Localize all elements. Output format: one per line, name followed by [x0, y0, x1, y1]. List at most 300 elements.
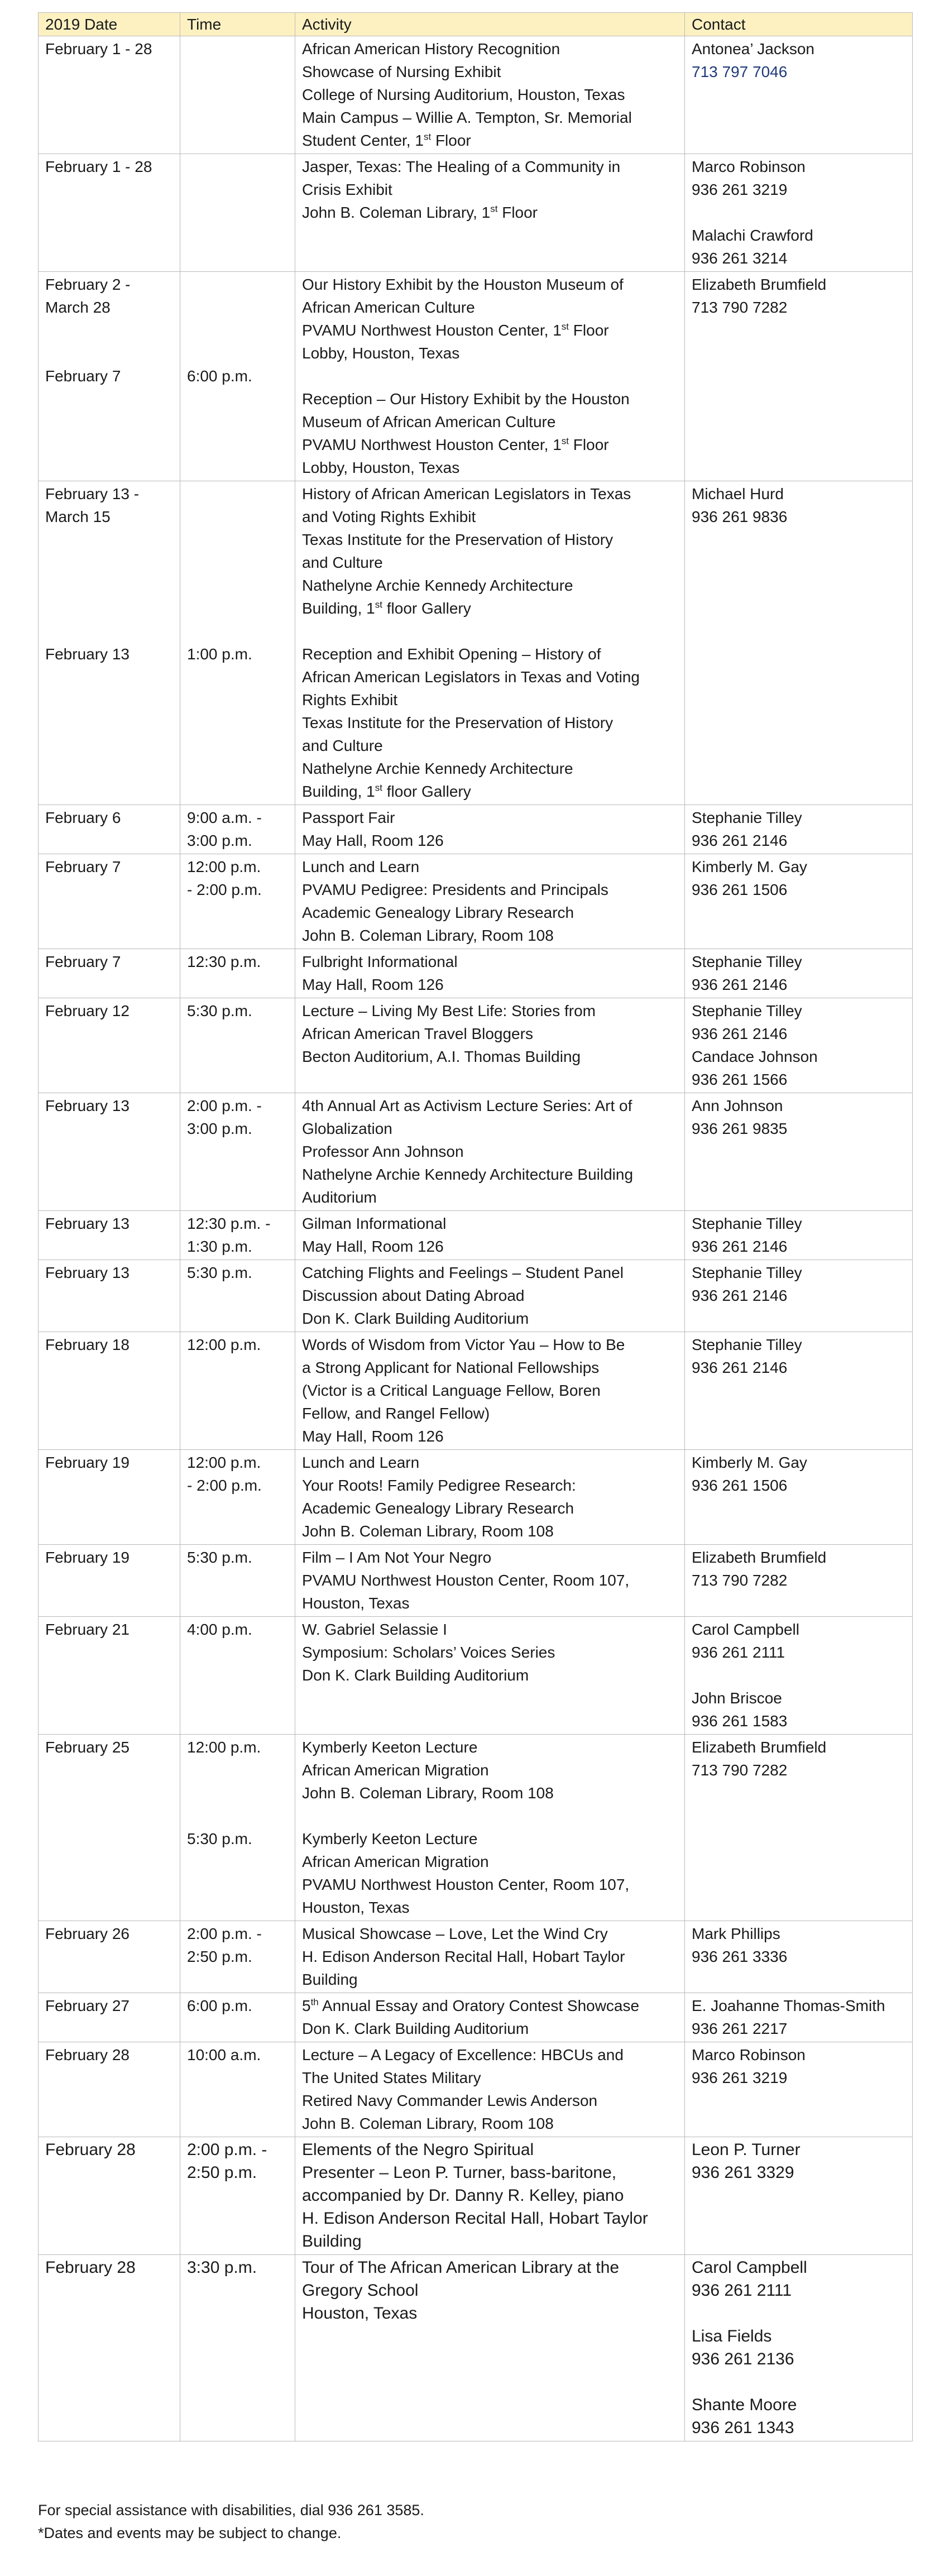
event-contact-line: Stephanie Tilley	[692, 1264, 802, 1281]
event-date-line: February 28	[45, 2258, 136, 2277]
event-activity-line: Symposium: Scholars’ Voices Series	[302, 1644, 555, 1661]
event-activity-line: and Voting Rights Exhibit	[302, 508, 476, 525]
event-activity-line: Kymberly Keeton Lecture	[302, 1830, 478, 1847]
event-activity-line: Gregory School	[302, 2281, 419, 2300]
event-activity-line: 4th Annual Art as Activism Lecture Series: Art of	[302, 1097, 632, 1114]
header-contact: Contact	[685, 13, 913, 36]
blank-line	[187, 1759, 289, 1782]
event-contact-cell	[685, 1260, 913, 1332]
event-activity-line: Don K. Clark Building Auditorium	[302, 1667, 529, 1684]
event-activity-line: Academic Genealogy Library Research	[302, 1500, 574, 1517]
event-date-cell	[39, 1993, 180, 2042]
event-activity-line: History of African American Legislators in Texas	[302, 485, 631, 502]
event-time-cell	[180, 2137, 295, 2255]
event-activity-line	[302, 597, 679, 620]
event-time-cell	[180, 949, 295, 998]
superscript: st	[561, 435, 569, 447]
event-activity-line: Kymberly Keeton Lecture	[302, 1739, 478, 1756]
event-date-line: February 1 - 28	[45, 40, 152, 58]
event-activity-line: Becton Auditorium, A.I. Thomas Building	[302, 1048, 581, 1065]
event-contact-cell	[685, 1617, 913, 1735]
event-contact-line: Kimberly M. Gay	[692, 858, 807, 875]
table-row	[39, 1735, 913, 1921]
table-row	[39, 1211, 913, 1260]
event-date-line: February 26	[45, 1925, 130, 1942]
table-row	[39, 1545, 913, 1617]
event-activity-line: accompanied by Dr. Danny R. Kelley, piano	[302, 2186, 624, 2205]
event-date-line: February 7	[45, 367, 121, 385]
event-activity-line: May Hall, Room 126	[302, 832, 444, 849]
event-activity-line: Lunch and Learn	[302, 1454, 420, 1471]
blank-line	[45, 342, 174, 365]
text-part: John B. Coleman Library, 1	[302, 204, 491, 221]
event-activity-line	[302, 129, 679, 152]
event-activity-line: Elements of the Negro Spiritual	[302, 2141, 534, 2159]
event-time-line: 9:00 a.m. -	[187, 809, 262, 826]
event-activity-line: PVAMU Northwest Houston Center, Room 107,	[302, 1572, 630, 1589]
text-part: Building, 1	[302, 600, 375, 617]
event-activity-line: Don K. Clark Building Auditorium	[302, 1310, 529, 1327]
event-activity-line: Lobby, Houston, Texas	[302, 344, 460, 362]
event-time-cell	[180, 805, 295, 854]
superscript: st	[561, 321, 569, 332]
text-part: Annual Essay and Oratory Contest Showcase	[318, 1997, 640, 2014]
event-contact-cell	[685, 854, 913, 949]
event-contact-line: 936 261 2146	[692, 1287, 788, 1304]
event-time-cell	[180, 1450, 295, 1545]
event-activity-line: Don K. Clark Building Auditorium	[302, 2020, 529, 2037]
event-contact-line: Candace Johnson	[692, 1048, 818, 1065]
header-time: Time	[180, 13, 295, 36]
event-date-line: February 1 - 28	[45, 158, 152, 175]
event-contact-cell	[685, 481, 913, 805]
event-activity-cell	[295, 481, 685, 805]
event-time-line: 3:00 p.m.	[187, 832, 252, 849]
event-date-cell	[39, 1211, 180, 1260]
event-activity-line: Nathelyne Archie Kennedy Architecture	[302, 760, 573, 777]
table-row	[39, 854, 913, 949]
blank-line	[45, 574, 174, 597]
table-header-row	[39, 13, 913, 36]
blank-line	[45, 620, 174, 643]
blank-line	[187, 296, 289, 319]
table-body	[39, 36, 913, 2441]
table-row	[39, 949, 913, 998]
event-date-cell	[39, 1332, 180, 1450]
header-activity: Activity	[295, 13, 685, 36]
blank-line	[187, 551, 289, 574]
event-activity-line: Globalization	[302, 1120, 392, 1137]
event-time-line: 5:30 p.m.	[187, 1549, 252, 1566]
event-contact-line: 936 261 1506	[692, 1477, 788, 1494]
event-contact-cell	[685, 1211, 913, 1260]
disclaimer-note: *Dates and events may be subject to change.	[38, 2525, 342, 2541]
event-activity-line: Professor Ann Johnson	[302, 1143, 464, 1160]
text-part: floor Gallery	[382, 600, 471, 617]
event-activity-cell	[295, 998, 685, 1093]
event-date-cell	[39, 805, 180, 854]
table-row	[39, 1617, 913, 1735]
event-date-line: February 13	[45, 645, 130, 663]
text-part: PVAMU Northwest Houston Center, 1	[302, 436, 562, 453]
event-date-line: February 13 -	[45, 485, 140, 502]
event-date-cell	[39, 2137, 180, 2255]
blank-line	[187, 319, 289, 342]
event-time-line: 6:00 p.m.	[187, 1997, 252, 2014]
event-time-cell	[180, 2255, 295, 2441]
text-part: Floor	[431, 132, 471, 149]
event-activity-line: Houston, Texas	[302, 1899, 410, 1916]
event-activity-line: May Hall, Room 126	[302, 1238, 444, 1255]
event-contact-line: Lisa Fields	[692, 2327, 772, 2345]
blank-line	[187, 1804, 289, 1827]
event-date-line: February 21	[45, 1621, 130, 1638]
event-contact-line: 713 797 7046	[692, 63, 788, 80]
blank-line	[187, 505, 289, 528]
event-activity-line: Rights Exhibit	[302, 691, 398, 708]
event-time-line: 3:30 p.m.	[187, 2258, 257, 2277]
text-part: Building, 1	[302, 783, 375, 800]
table-row	[39, 1332, 913, 1450]
event-date-line: February 13	[45, 1097, 130, 1114]
event-date-cell	[39, 2042, 180, 2137]
table-row	[39, 1921, 913, 1993]
event-contact-line: 936 261 1566	[692, 1071, 788, 1088]
event-contact-line: 936 261 2146	[692, 976, 788, 993]
event-activity-line: Lunch and Learn	[302, 858, 420, 875]
event-contact-line: E. Joahanne Thomas-Smith	[692, 1997, 885, 2014]
event-time-cell	[180, 1617, 295, 1735]
event-activity-line: Houston, Texas	[302, 2304, 418, 2323]
event-activity-cell	[295, 36, 685, 154]
event-activity-cell	[295, 1735, 685, 1921]
accessibility-note: For special assistance with disabilities, dial 936 261 3585.	[38, 2502, 424, 2518]
event-activity-cell	[295, 2042, 685, 2137]
table-row	[39, 154, 913, 272]
event-date-cell	[39, 949, 180, 998]
event-contact-cell	[685, 2255, 913, 2441]
event-activity-line: Film – I Am Not Your Negro	[302, 1549, 492, 1566]
event-activity-line: Building	[302, 2232, 362, 2251]
event-time-line: 2:50 p.m.	[187, 1948, 252, 1965]
event-contact-line: Kimberly M. Gay	[692, 1454, 807, 1471]
event-activity-line: Nathelyne Archie Kennedy Architecture Building	[302, 1166, 634, 1183]
event-activity-line	[302, 780, 679, 803]
event-time-cell	[180, 1260, 295, 1332]
event-activity-line: May Hall, Room 126	[302, 976, 444, 993]
event-activity-line: Gilman Informational	[302, 1215, 447, 1232]
table-row	[39, 2255, 913, 2441]
event-activity-line: Crisis Exhibit	[302, 181, 392, 198]
event-activity-line: Our History Exhibit by the Houston Museum of	[302, 276, 624, 293]
event-time-cell	[180, 154, 295, 272]
superscript: st	[423, 131, 432, 142]
event-activity-line: H. Edison Anderson Recital Hall, Hobart Taylor	[302, 1948, 625, 1965]
event-activity-line: May Hall, Room 126	[302, 1428, 444, 1445]
event-time-line: 12:30 p.m.	[187, 953, 261, 970]
event-contact-line: 936 261 2146	[692, 1359, 788, 1376]
event-time-line: 1:30 p.m.	[187, 1238, 252, 1255]
event-activity-line: Catching Flights and Feelings – Student Panel	[302, 1264, 624, 1281]
event-date-line: February 2 -	[45, 276, 131, 293]
blank-line	[187, 528, 289, 551]
event-time-line: 10:00 a.m.	[187, 2046, 261, 2063]
event-contact-cell	[685, 2137, 913, 2255]
event-contact-line: Stephanie Tilley	[692, 1215, 802, 1232]
event-activity-line	[302, 1994, 679, 2017]
event-activity-line: Texas Institute for the Preservation of History	[302, 531, 614, 548]
event-activity-line: John B. Coleman Library, Room 108	[302, 1784, 554, 1802]
table-row	[39, 1450, 913, 1545]
blank-line	[45, 319, 174, 342]
event-date-line: March 28	[45, 299, 111, 316]
event-contact-line: 936 261 3336	[692, 1948, 788, 1965]
event-activity-line: College of Nursing Auditorium, Houston, Texas	[302, 86, 625, 103]
event-time-line: 6:00 p.m.	[187, 367, 252, 385]
event-activity-line: Showcase of Nursing Exhibit	[302, 63, 501, 80]
event-contact-line: Ann Johnson	[692, 1097, 783, 1114]
event-activity-line: Lecture – Living My Best Life: Stories from	[302, 1002, 596, 1019]
event-activity-line: W. Gabriel Selassie I	[302, 1621, 447, 1638]
text-part: 5	[302, 1997, 311, 2014]
event-contact-cell	[685, 154, 913, 272]
event-contact-line: Carol Campbell	[692, 1621, 799, 1638]
event-activity-line: John B. Coleman Library, Room 108	[302, 2115, 554, 2132]
event-activity-cell	[295, 854, 685, 949]
event-contact-cell	[685, 949, 913, 998]
event-activity-line: Fulbright Informational	[302, 953, 458, 970]
text-part: PVAMU Northwest Houston Center, 1	[302, 322, 562, 339]
event-date-cell	[39, 272, 180, 481]
event-date-cell	[39, 1921, 180, 1993]
event-time-line: - 2:00 p.m.	[187, 1477, 262, 1494]
event-activity-cell	[295, 1993, 685, 2042]
event-activity-line: H. Edison Anderson Recital Hall, Hobart Taylor	[302, 2209, 648, 2228]
event-activity-line: Words of Wisdom from Victor Yau – How to Be	[302, 1336, 625, 1353]
event-date-line: February 13	[45, 1264, 130, 1281]
event-date-line: February 25	[45, 1739, 130, 1756]
event-time-cell	[180, 1093, 295, 1211]
event-activity-cell	[295, 1332, 685, 1450]
event-time-line: 2:00 p.m. -	[187, 2141, 267, 2159]
event-activity-line	[302, 201, 679, 224]
event-contact-cell	[685, 272, 913, 481]
event-activity-line: Building	[302, 1971, 358, 1988]
event-activity-cell	[295, 1093, 685, 1211]
event-activity-line: African American History Recognition	[302, 40, 560, 58]
event-contact-line: 936 261 1506	[692, 881, 788, 898]
event-contact-line: Mark Phillips	[692, 1925, 780, 1942]
event-activity-cell	[295, 1450, 685, 1545]
event-date-cell	[39, 1450, 180, 1545]
table-row	[39, 1093, 913, 1211]
event-date-line: February 13	[45, 1215, 130, 1232]
blank-line	[302, 365, 679, 387]
event-activity-line: and Culture	[302, 737, 383, 754]
event-time-cell	[180, 272, 295, 481]
table-row	[39, 998, 913, 1093]
superscript: st	[375, 782, 382, 793]
event-activity-line: The United States Military	[302, 2069, 481, 2086]
event-activity-line: African American Migration	[302, 1761, 489, 1779]
event-time-cell	[180, 481, 295, 805]
event-date-cell	[39, 1093, 180, 1211]
event-contact-cell	[685, 805, 913, 854]
event-activity-cell	[295, 1211, 685, 1260]
event-contact-line: 936 261 1343	[692, 2419, 794, 2437]
event-time-cell	[180, 1332, 295, 1450]
event-contact-line: Malachi Crawford	[692, 227, 813, 244]
event-date-line: February 28	[45, 2046, 130, 2063]
event-activity-line: Reception – Our History Exhibit by the Houston	[302, 390, 630, 408]
table-row	[39, 2042, 913, 2137]
event-contact-line: Elizabeth Brumfield	[692, 1739, 827, 1756]
event-time-cell	[180, 854, 295, 949]
event-contact-line: Elizabeth Brumfield	[692, 1549, 827, 1566]
event-activity-line: African American Legislators in Texas and Voting	[302, 668, 640, 686]
event-contact-cell	[685, 1921, 913, 1993]
event-activity-line: Academic Genealogy Library Research	[302, 904, 574, 921]
event-activity-cell	[295, 272, 685, 481]
event-contact-cell	[685, 1093, 913, 1211]
blank-line	[45, 597, 174, 620]
event-activity-line: Houston, Texas	[302, 1595, 410, 1612]
event-activity-line: Retired Navy Commander Lewis Anderson	[302, 2092, 598, 2109]
event-activity-line: African American Culture	[302, 299, 475, 316]
event-activity-line	[302, 319, 679, 342]
event-date-line: February 7	[45, 858, 121, 875]
event-contact-line: 936 261 1583	[692, 1712, 788, 1730]
event-date-cell	[39, 1545, 180, 1617]
event-contact-line: Stephanie Tilley	[692, 1002, 802, 1019]
event-activity-line: John B. Coleman Library, Room 108	[302, 927, 554, 944]
table-row	[39, 272, 913, 481]
event-time-cell	[180, 36, 295, 154]
event-time-cell	[180, 1921, 295, 1993]
event-activity-line: Discussion about Dating Abroad	[302, 1287, 525, 1304]
event-activity-line: Nathelyne Archie Kennedy Architecture	[302, 577, 573, 594]
event-date-line: February 12	[45, 1002, 130, 1019]
event-time-line: 12:00 p.m.	[187, 1454, 261, 1471]
event-activity-line: Texas Institute for the Preservation of History	[302, 714, 614, 731]
event-activity-line: John B. Coleman Library, Room 108	[302, 1522, 554, 1540]
event-activity-line: Tour of The African American Library at the	[302, 2258, 620, 2277]
event-time-line: 4:00 p.m.	[187, 1621, 252, 1638]
event-contact-line: 936 261 2146	[692, 1025, 788, 1042]
event-time-line: 12:30 p.m. -	[187, 1215, 271, 1232]
blank-line	[187, 574, 289, 597]
blank-line	[187, 482, 289, 505]
event-activity-line: PVAMU Pedigree: Presidents and Principals	[302, 881, 608, 898]
event-date-cell	[39, 36, 180, 154]
event-contact-line: 936 261 3329	[692, 2163, 794, 2182]
event-date-cell	[39, 154, 180, 272]
event-date-cell	[39, 481, 180, 805]
event-time-line: 12:00 p.m.	[187, 1739, 261, 1756]
event-activity-line: and Culture	[302, 554, 383, 571]
event-activity-line: African American Migration	[302, 1853, 489, 1870]
event-time-cell	[180, 1735, 295, 1921]
event-time-line: 3:00 p.m.	[187, 1120, 252, 1137]
blank-line	[692, 201, 907, 224]
event-contact-line: 936 261 2136	[692, 2350, 794, 2368]
event-time-line: 2:00 p.m. -	[187, 1097, 262, 1114]
event-activity-line: Musical Showcase – Love, Let the Wind Cry	[302, 1925, 608, 1942]
blank-line	[187, 597, 289, 620]
event-contact-line: Antonea’ Jackson	[692, 40, 814, 58]
event-contact-line: 936 261 2217	[692, 2020, 788, 2037]
table-row	[39, 805, 913, 854]
event-contact-line: Shante Moore	[692, 2396, 797, 2414]
event-contact-line: Leon P. Turner	[692, 2141, 801, 2159]
event-contact-line: 936 261 2111	[692, 2281, 792, 2300]
event-activity-line: Lecture – A Legacy of Excellence: HBCUs and	[302, 2046, 624, 2063]
event-date-cell	[39, 1617, 180, 1735]
blank-line	[187, 1782, 289, 1804]
text-part: Student Center, 1	[302, 132, 424, 149]
event-contact-cell	[685, 1450, 913, 1545]
event-activity-line: Reception and Exhibit Opening – History of	[302, 645, 601, 663]
event-contact-line: Stephanie Tilley	[692, 953, 802, 970]
event-activity-line: African American Travel Bloggers	[302, 1025, 533, 1042]
event-activity-line: Fellow, and Rangel Fellow)	[302, 1405, 490, 1422]
event-time-cell	[180, 1211, 295, 1260]
event-time-line: 12:00 p.m.	[187, 1336, 261, 1353]
text-part: floor Gallery	[382, 783, 471, 800]
event-contact-line: 713 790 7282	[692, 1572, 788, 1589]
event-contact-line: 936 261 3214	[692, 250, 788, 267]
event-date-cell	[39, 1260, 180, 1332]
event-contact-line: Elizabeth Brumfield	[692, 276, 827, 293]
event-time-line: 1:00 p.m.	[187, 645, 252, 663]
table-row	[39, 36, 913, 154]
event-date-line: February 18	[45, 1336, 130, 1353]
blank-line	[692, 1664, 907, 1687]
event-contact-cell	[685, 36, 913, 154]
blank-line	[302, 620, 679, 643]
event-contact-line: 936 261 2111	[692, 1644, 785, 1661]
event-contact-line: Michael Hurd	[692, 485, 784, 502]
event-contact-line: Carol Campbell	[692, 2258, 807, 2277]
event-date-line: February 28	[45, 2141, 136, 2159]
event-activity-line: Auditorium	[302, 1189, 377, 1206]
event-date-line: February 6	[45, 809, 121, 826]
superscript: th	[310, 1996, 319, 2008]
events-schedule-table	[38, 12, 913, 2441]
event-activity-line: Museum of African American Culture	[302, 413, 556, 430]
blank-line	[692, 2371, 907, 2393]
event-date-cell	[39, 2255, 180, 2441]
footer-notes	[38, 2499, 424, 2545]
blank-line	[45, 551, 174, 574]
blank-line	[187, 620, 289, 643]
event-activity-cell	[295, 805, 685, 854]
event-activity-line: a Strong Applicant for National Fellowships	[302, 1359, 600, 1376]
table-row	[39, 2137, 913, 2255]
event-contact-line: Marco Robinson	[692, 2046, 806, 2063]
event-activity-line: Jasper, Texas: The Healing of a Community in	[302, 158, 621, 175]
event-time-line: 5:30 p.m.	[187, 1264, 252, 1281]
event-contact-line: Stephanie Tilley	[692, 809, 802, 826]
event-contact-line: Marco Robinson	[692, 158, 806, 175]
event-time-cell	[180, 1993, 295, 2042]
event-activity-line: Presenter – Leon P. Turner, bass-baritone,	[302, 2163, 617, 2182]
event-contact-line: 936 261 9835	[692, 1120, 788, 1137]
event-date-cell	[39, 854, 180, 949]
event-time-cell	[180, 1545, 295, 1617]
event-activity-cell	[295, 949, 685, 998]
event-activity-line: (Victor is a Critical Language Fellow, Boren	[302, 1382, 601, 1399]
